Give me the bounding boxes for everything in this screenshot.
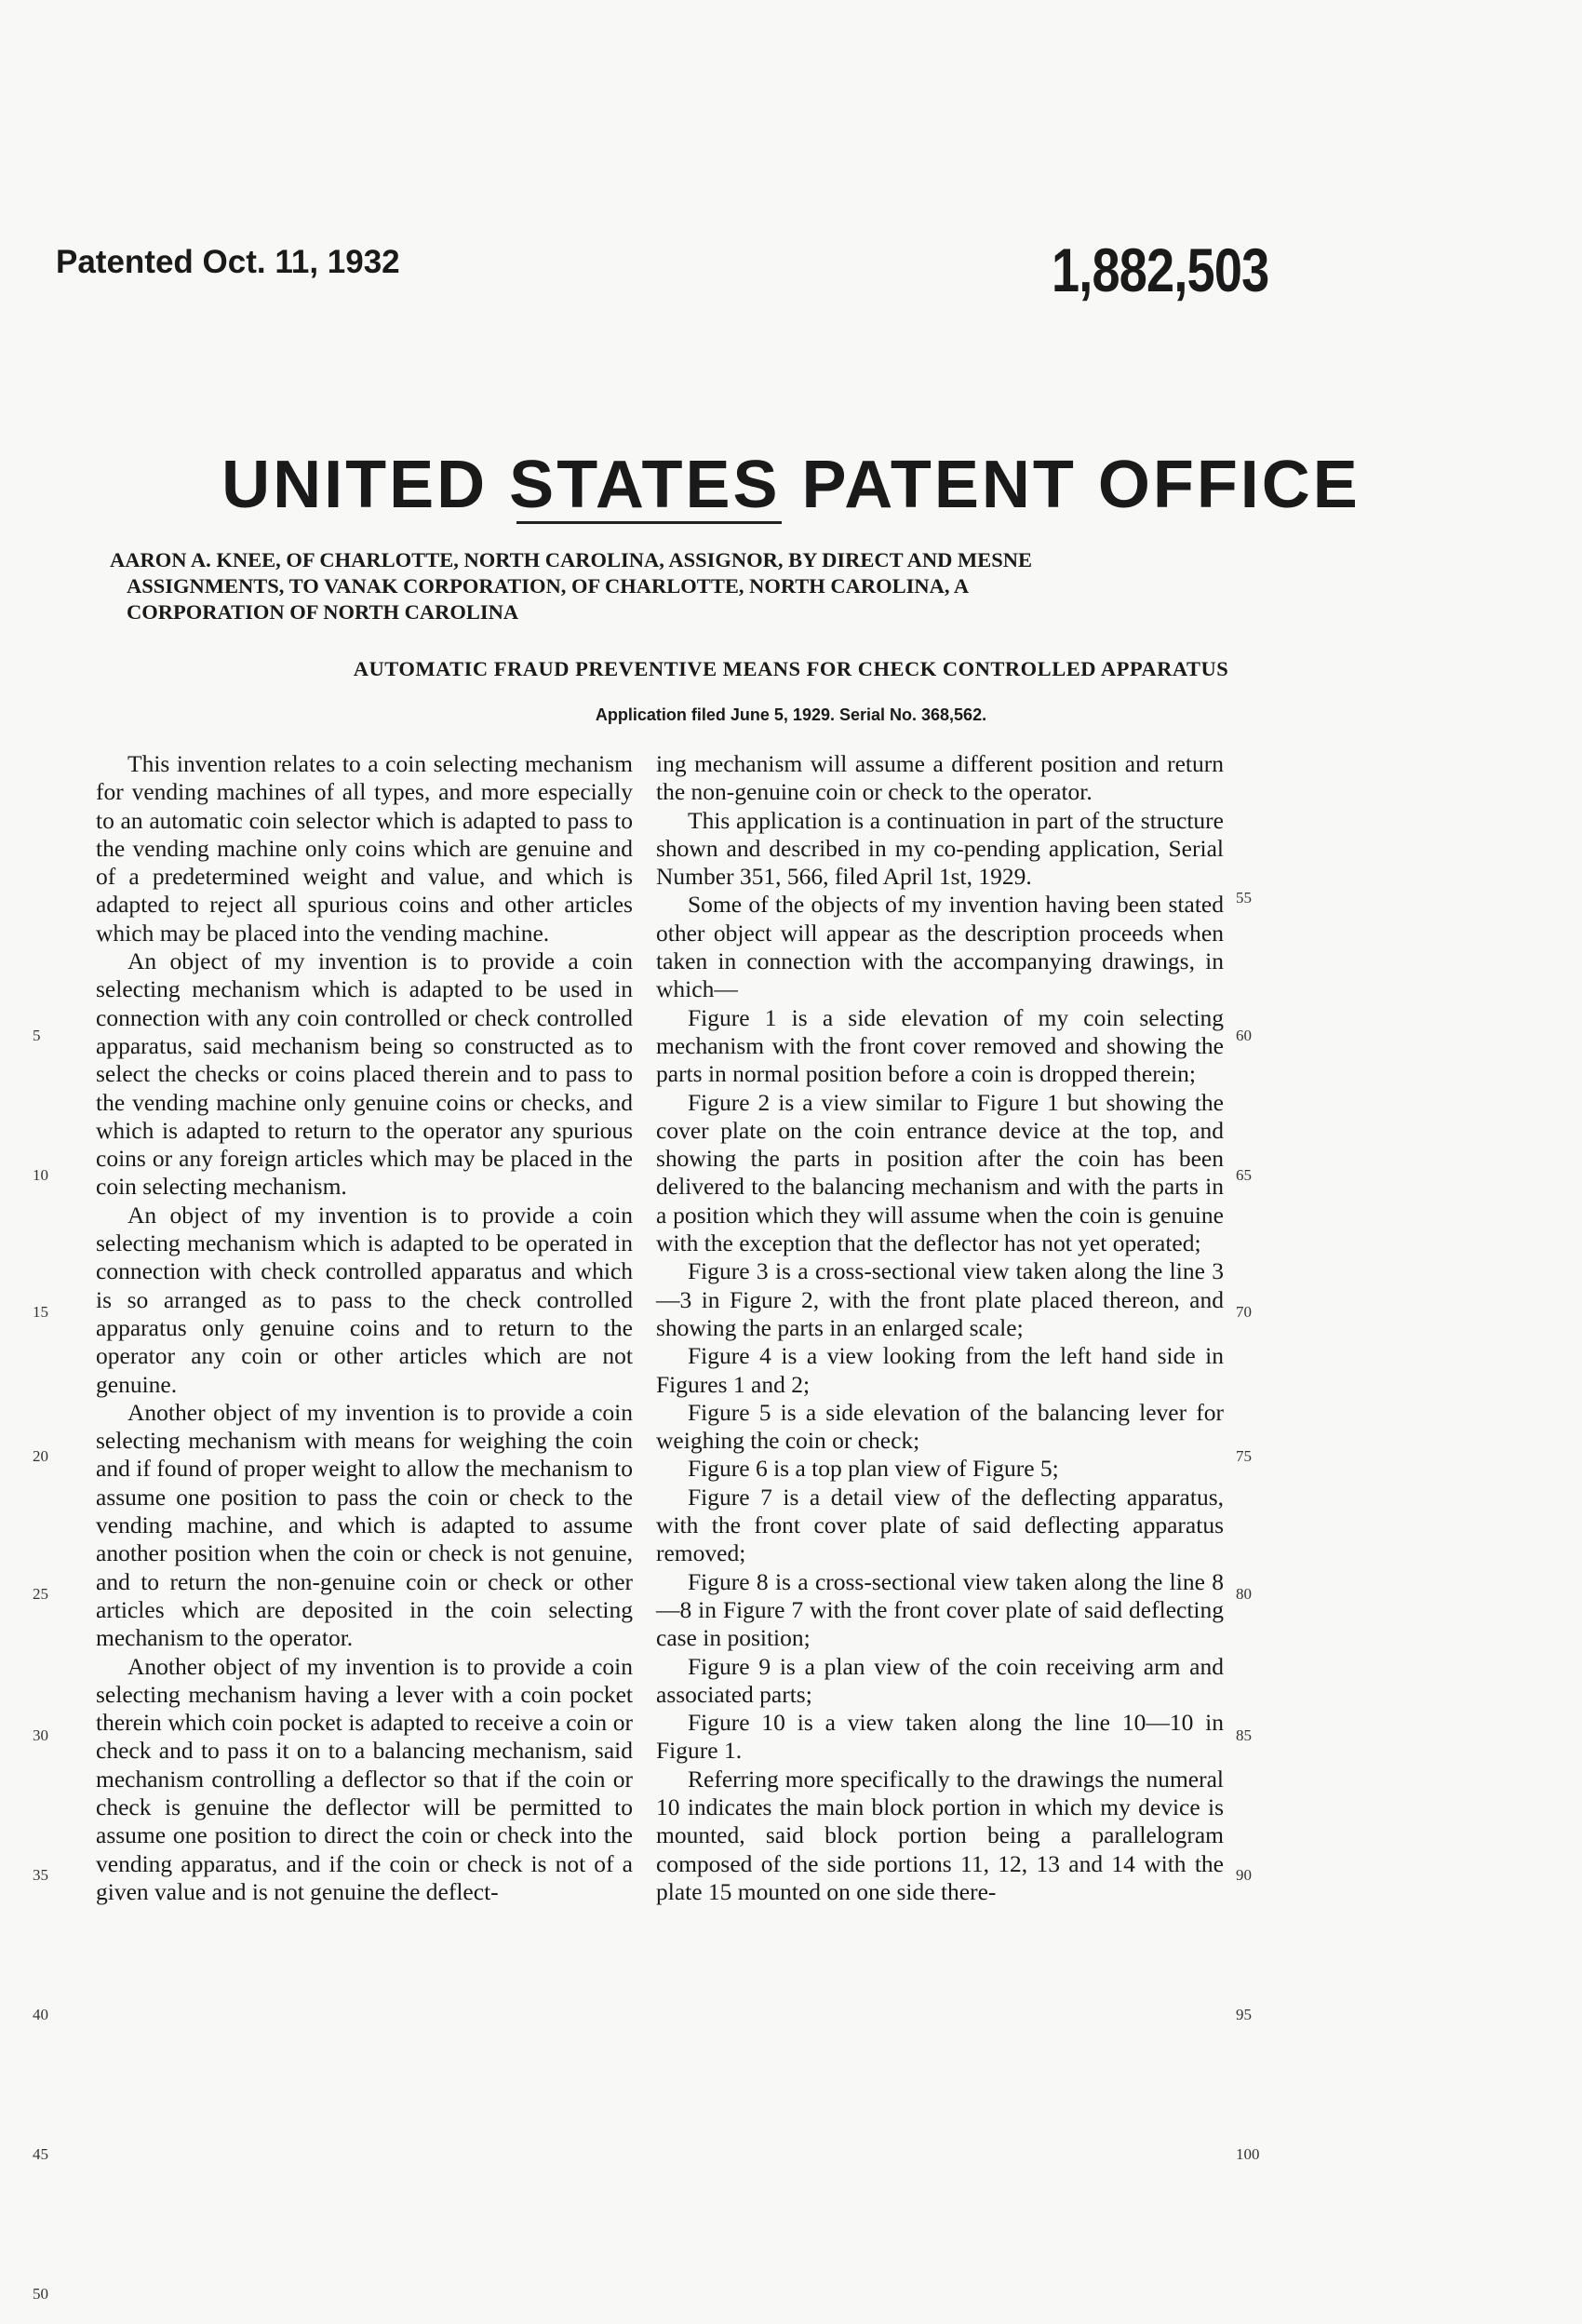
paragraph: Figure 9 is a plan view of the coin receiving arm and associated parts; — [656, 1652, 1224, 1708]
line-number: 35 — [33, 1866, 48, 1884]
paragraph: Another object of my invention is to provide a coin selecting mechanism with means for weighing the coin and if found of proper weight to allow the mechanism to assume one position to pass the coin or check to the vending machine, and which is adapted to assume another position when the coin or check is not genuine, and to return the non-genuine coin or check or other articles which are deposited in the coin selecting mechanism to the operator. — [96, 1398, 633, 1652]
paragraph: Figure 3 is a cross-sectional view taken along the line 3—3 in Figure 2, with the front plate placed thereon, and showing the parts in an enlarged scale; — [656, 1257, 1224, 1341]
paragraph: This application is a continuation in part of the structure shown and described in my co-pending application, Serial Number 351, 566, filed April 1st, 1929. — [656, 806, 1224, 891]
line-number: 20 — [33, 1447, 48, 1465]
paragraph: Another object of my invention is to provide a coin selecting mechanism having a lever with a coin pocket therein which coin pocket is adapted to receive a coin or check and to pass it on to a balancing mechanism, said mechanism controlling a deflector so that if the coin or check is genuine the deflector will be permitted to assume one position to direct the coin or check into the vending apparatus, and if the coin or check is not of a given value and is not genuine the deflect- — [96, 1652, 633, 1905]
paragraph: Figure 8 is a cross-sectional view taken along the line 8—8 in Figure 7 with the front cover plate of said deflecting case in position; — [656, 1567, 1224, 1652]
paragraph: Figure 4 is a view looking from the left hand side in Figures 1 and 2; — [656, 1342, 1224, 1398]
inventor-line-2: ASSIGNMENTS, TO VANAK CORPORATION, OF CHARLOTTE, NORTH CAROLINA, A — [127, 574, 970, 598]
invention-title: AUTOMATIC FRAUD PREVENTIVE MEANS FOR CHECK CONTROLLED APPARATUS — [353, 657, 1229, 680]
office-heading: UNITED STATES PATENT OFFICE — [221, 448, 1361, 522]
heading-rule — [516, 521, 782, 524]
paragraph: Figure 1 is a side elevation of my coin selecting mechanism with the front cover removed and showing the parts in normal position before a coin is dropped therein; — [656, 1003, 1224, 1088]
line-number: 95 — [1236, 2006, 1252, 2023]
paragraph: Figure 10 is a view taken along the line 10—10 in Figure 1. — [656, 1709, 1224, 1765]
right-column — [656, 750, 1224, 1906]
paragraph: ing mechanism will assume a different position and return the non-genuine coin or check to the operator. — [656, 750, 1224, 806]
line-number: 85 — [1236, 1726, 1252, 1744]
patent-number: 1,882,503 — [1052, 235, 1269, 304]
inventor-line-1: AARON A. KNEE, OF CHARLOTTE, NORTH CAROLINA, ASSIGNOR, BY DIRECT AND MESNE — [110, 548, 1033, 571]
paragraph: Referring more specifically to the drawings the numeral 10 indicates the main block portion in which my device is mounted, said block portion being a parallelogram composed of the side portions 11, 12, 13 and 14 with the plate 15 mounted on one side there- — [656, 1765, 1224, 1905]
line-number: 30 — [33, 1726, 48, 1744]
line-number: 100 — [1236, 2145, 1260, 2163]
line-number: 75 — [1236, 1447, 1252, 1465]
line-number: 80 — [1236, 1585, 1252, 1603]
inventor-line-3: CORPORATION OF NORTH CAROLINA — [127, 600, 519, 624]
line-number: 90 — [1236, 1866, 1252, 1884]
paragraph: An object of my invention is to provide a coin selecting mechanism which is adapted to be used in connection with any coin controlled or check controlled apparatus, said mechanism being so constructed as to select the checks or coins placed therein and to pass to the vending machine only genuine coins or checks, and which is adapted to return to the operator any spurious coins or any foreign articles which may be placed in the coin selecting mechanism. — [96, 947, 633, 1201]
line-number: 70 — [1236, 1303, 1252, 1321]
paragraph: Figure 2 is a view similar to Figure 1 but showing the cover plate on the coin entrance device at the top, and showing the parts in position after the coin has been delivered to the balancing mechanism and with the parts in a position which they will assume when the coin is genuine with the exception that the deflector has not yet operated; — [656, 1088, 1224, 1257]
line-number: 55 — [1236, 889, 1252, 907]
paragraph: An object of my invention is to provide a coin selecting mechanism which is adapted to be operated in connection with check controlled apparatus and which is so arranged as to pass to the check controlled apparatus only genuine coins and to return to the operator any coin or other articles which are not genuine. — [96, 1201, 633, 1398]
line-number: 25 — [33, 1585, 48, 1603]
inventor-block — [110, 547, 1254, 625]
paragraph: Figure 6 is a top plan view of Figure 5; — [688, 1455, 1059, 1483]
left-column — [96, 750, 633, 1906]
paragraph: Some of the objects of my invention having been stated other object will appear as the description proceeds when taken in connection with the accompanying drawings, in which— — [656, 891, 1224, 1003]
paragraph: Figure 7 is a detail view of the deflecting apparatus, with the front cover plate of said deflecting apparatus removed; — [656, 1483, 1224, 1567]
patent-date: Patented Oct. 11, 1932 — [56, 244, 400, 280]
line-number: 10 — [33, 1166, 48, 1184]
line-number: 45 — [33, 2145, 48, 2163]
line-number: 50 — [33, 2285, 48, 2303]
line-number: 5 — [33, 1027, 41, 1044]
paragraph: Figure 5 is a side elevation of the balancing lever for weighing the coin or check; — [656, 1398, 1224, 1455]
application-info: Application filed June 5, 1929. Serial No. 368,562. — [595, 705, 987, 724]
line-number: 15 — [33, 1303, 48, 1321]
paragraph: This invention relates to a coin selecting mechanism for vending machines of all types, and more especially to an automatic coin selector which is adapted to pass to the vending machine only coins which are genuine and of a predetermined weight and value, and which is adapted to reject all spurious coins and other articles which may be placed into the vending machine. — [96, 750, 633, 947]
line-number: 65 — [1236, 1166, 1252, 1184]
line-number: 40 — [33, 2006, 48, 2023]
line-number: 60 — [1236, 1027, 1252, 1044]
